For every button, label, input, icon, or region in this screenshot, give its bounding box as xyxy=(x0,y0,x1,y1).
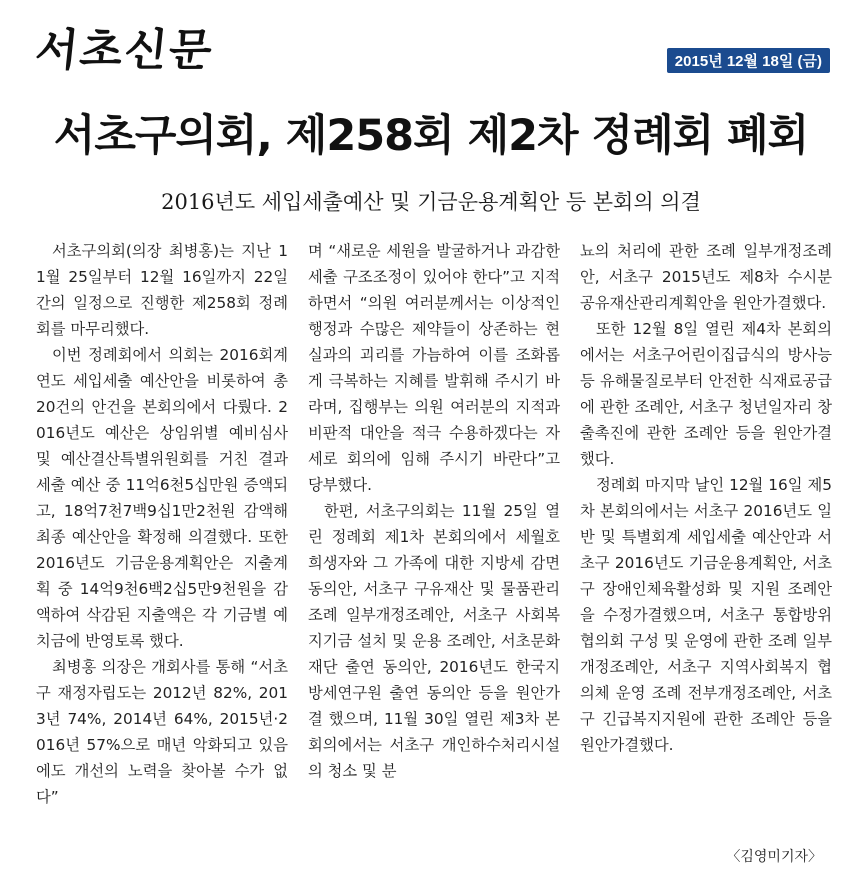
article-subheadline: 2016년도 세입세출예산 및 기금운용계획안 등 본회의 의결 xyxy=(161,190,701,214)
article-column-1 xyxy=(36,238,288,810)
article-paragraph: 뇨의 처리에 관한 조례 일부개정조례안, 서초구 2015년도 제8차 수시분 공유재산관리계획안을 원안가결했다. xyxy=(580,242,832,312)
newspaper-masthead: 서초신문 xyxy=(32,25,217,76)
article-paragraph: 또한 12월 8일 열린 제4차 본회의에서는 서초구어린이집급식의 방사능 등 유해물질로부터 안전한 식재료공급에 관한 조례안, 서초구 청년일자리 창출촉진에 관한 조례안 등을 원안가결했다. xyxy=(580,320,832,468)
article-column-2 xyxy=(308,238,560,810)
article-paragraph: 서초구의회(의장 최병홍)는 지난 11월 25일부터 12월 16일까지 22일간의 일정으로 진행한 제258회 정례회를 마무리했다. xyxy=(36,242,288,338)
article-body xyxy=(36,238,832,810)
article-headline: 서초구의회, 제258회 제2차 정례회 폐회 xyxy=(53,111,809,161)
issue-date-badge: 2015년 12월 18일 (금) xyxy=(667,48,830,73)
article-column-3 xyxy=(580,238,832,810)
article-paragraph: 최병홍 의장은 개회사를 통해 “서초구 재정자립도는 2012년 82%, 2013년 74%, 2014년 64%, 2015년·2016년 57%으로 매년 악화되고 있음에도 개선의 노력을 찾아볼 수가 없다” xyxy=(36,658,288,806)
article-paragraph: 한편, 서초구의회는 11월 25일 열린 정례회 제1차 본회의에서 세월호 희생자와 그 가족에 대한 지방세 감면동의안, 서초구 구유재산 및 물품관리 조례 일부개정조례안, 서초구 사회복지기금 설치 및 운용 조례안, 서초문화재단 출연 동의안, 2016년도 한국지방세연구원 출연 동의안 등을 원안가결 했으며, 11월 30일 열린 제3차 본회의에서는 서초구 개인하수처리시설의 청소 및 분 xyxy=(308,502,560,780)
article-paragraph: 이번 정례회에서 의회는 2016회계연도 세입세출 예산안을 비롯하여 총 20건의 안건을 본회의에서 다뤘다. 2016년도 예산은 상임위별 예비심사 및 예산결산특별위원회를 거친 결과 세출 예산 중 11억6천5십만원 증액되고, 18억7천7백9십1만2천원 감액해 최종 예산안을 확정해 의결했다. 또한 2016년도 기금운용계획안은 지출계획 중 14억9천6백2십5만9천원을 감액하여 삭감된 지출액은 각 기금별 예치금에 반영토록 했다. xyxy=(36,346,288,650)
article-paragraph: 정례회 마지막 날인 12월 16일 제5차 본회의에서는 서초구 2016년도 일반 및 특별회계 세입세출 예산안과 서초구 2016년도 기금운용계획안, 서초구 장애인체육활성화 및 지원 조례안을 수정가결했으며, 서초구 통합방위협의회 구성 및 운영에 관한 조례 일부개정조례안, 서초구 지역사회복지 협의체 운영 조례 전부개정조례안, 서초구 긴급복지지원에 관한 조례안 등을 원안가결했다. xyxy=(580,476,832,754)
article-paragraph: 며 “새로운 세원을 발굴하거나 과감한 세출 구조조정이 있어야 한다”고 지적하면서 “의원 여러분께서는 이상적인 행정과 수많은 제약들이 상존하는 현실과의 괴리를 가늠하여 이를 조화롭게 극복하는 지혜를 발휘해 주시기 바라며, 집행부는 의원 여러분의 지적과 비판적 대안을 적극 수용하겠다는 자세로 회의에 임해 주시기 바란다”고 당부했다. xyxy=(308,242,560,494)
reporter-byline: 〈김영미기자〉 xyxy=(726,849,822,865)
